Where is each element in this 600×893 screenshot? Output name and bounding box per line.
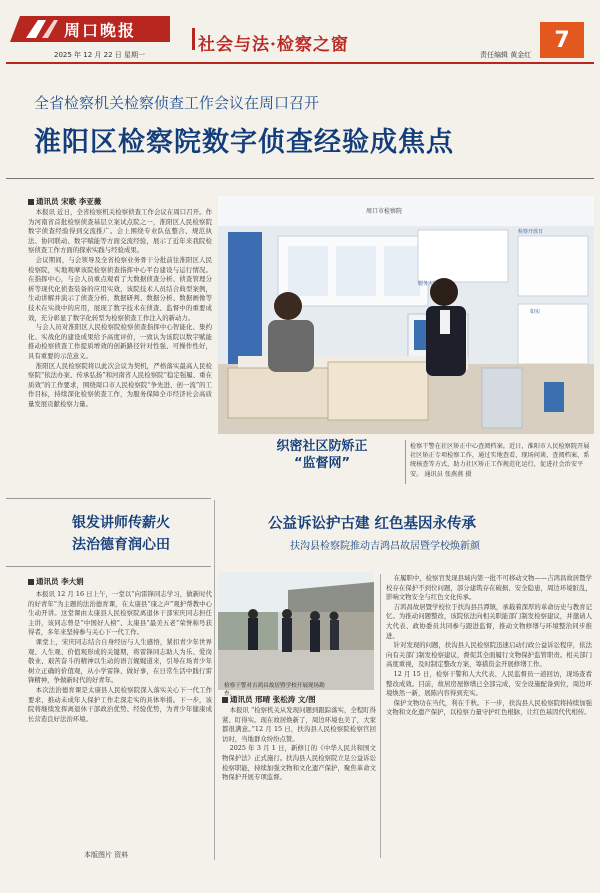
lead-body	[28, 208, 212, 494]
community-correction-photo	[218, 196, 594, 434]
photo-sign-text: 服务大厅	[418, 281, 439, 287]
section-rule	[6, 566, 211, 567]
headline-rule	[6, 178, 594, 179]
story2-byline: 通讯员 李大娟	[28, 576, 84, 587]
lead-byline: 通讯员 宋歌 李亚薇	[28, 196, 101, 207]
column-divider	[380, 574, 381, 858]
story2-headline	[46, 512, 196, 556]
story2-paragraph: 课堂上，宋庆同志结合自身经历与人生感悟，紧扣青少年世界观、人生观、价值观形成的关键期，将雷锋同志助人为乐、爱岗敬业、艰苦奋斗的精神以生动的语言娓娓道来，引导在场青少年树立正确的价值观，从小学雷锋、做好事，在日常生活中践行雷锋精神，争做新时代的好青年。	[28, 637, 212, 685]
byline-square-icon	[28, 579, 34, 585]
story3-paragraph: 本报讯 “检察机关从发现问题到跟踪落实，全程盯得紧、盯得实。现在故居焕新了，周边环境也美了，大家都很满意。”12 月 15 日，扶沟县人民检察院检察官回访时，当地群众纷纷点赞。	[222, 706, 376, 743]
story2-headline-line: 银发讲师传薪火	[72, 515, 170, 531]
story3-subheadline: 扶沟县检察院推动吉鸿昌故居暨学校焕新颜	[290, 541, 480, 552]
masthead-rule	[6, 62, 594, 64]
issue-date: 2025 年 12 月 22 日 星期一	[54, 51, 145, 59]
story2-headline-line: 法治德育润心田	[72, 537, 170, 553]
lead-paragraph: 淮阳区人民检察院将以此次会议为契机，严格落实最高人民检察院“依法办案、传承弘扬”和河南省人民检察院“稳定强履、重在质效”的工作要求，围绕周口市人民检察院“争先进、创一流”的工作目标，持续深化检察侦查工作，为服务保障全市经济社会高质量发展贡献检察力量。	[28, 361, 212, 408]
photo1-title-line: 织密社区防矫正	[276, 439, 368, 454]
column-divider	[214, 500, 215, 860]
story3-paragraph: 吉鸿昌故居暨学校位于扶沟县吕潭镇，承载着深厚的革命历史与教育记忆。为推动问题整改，该院依法向相关职能部门制发检察建议，并邀请人大代表、政协委员共同参与跟进监督，推动文物修缮与环境整治同步推进。	[386, 602, 592, 640]
story3-paragraph: 保护文物功在当代，利在千秋。下一步，扶沟县人民检察院将持续加强文物和文化遗产保护，以检察力量守护红色根脉，让红色基因代代相传。	[386, 698, 592, 717]
byline-square-icon	[28, 199, 34, 205]
residence-scene-illustration	[218, 572, 374, 690]
story3-paragraph: 12 月 15 日，检察干警和人大代表、人民监督员一道回访，现场查看整改成效。目前，故居房屋修缮已全部完成，安全设施配备到位，周边环境焕然一新，展陈内容得到充实。	[386, 669, 592, 698]
story2-paragraph: 本报讯 12 月 16 日上午，一堂以“向雷锋同志学习，做新时代的好青年”为主题的法治德育课，在太康县“康之声”观护帮教中心生动开讲。这堂课由太康县人民检察院离退休干部宋庆同志担任主讲，该同志曾是“中国好人榜”、太康县“最美五老”荣誉称号获得者，多年来坚持参与关心下一代工作。	[28, 590, 212, 637]
story3-byline: 通讯员 邢晴 张松涛 文/图	[222, 694, 316, 705]
editor-credit: 责任编辑 黄金红	[480, 51, 532, 59]
lead-paragraph: 会议期间，与会领导及全省检察业务骨干分批前往淮阳区人民检察院，实地观摩该院检察侦查指挥中心平台建设与运行情况。在指挥中心，与会人员重点观看了大数据侦查分析、侦查管理分析等现代化侦查装备的应用实效，该院技术人员结合典型案例，生动讲解并演示了侦查分析、数据研判、数据分析、数据画像等技术在实战中的应用，展现了数字技术在侦查、监督中的重要成效，充分彰显了数字化转型为检察侦查工作注入的新动力。	[28, 255, 212, 322]
photo1-caption: 检察干警在社区矫正中心查阅档案。近日，淮阳市人民检察院开展社区矫正专项检察工作，通过实地查看、现场问谈、查阅档案、系统核查等方式，助力社区矫正工作规范化运行，促进社会治安平安。 通讯员 张燕燕 摄	[410, 443, 590, 478]
page-number: 7	[540, 22, 584, 58]
photo-sign-text: 如实	[530, 309, 541, 315]
photo-credit-footer: 本版图片 资料	[84, 851, 129, 859]
photo1-title	[244, 438, 400, 488]
logo-text: 周口晚报	[64, 21, 137, 40]
photo1-title-line: “监督网”	[293, 456, 351, 471]
lead-headline: 淮阳区检察院数字侦查经验成焦点	[34, 127, 454, 158]
photo-sign-text: 检察开放日	[518, 229, 544, 235]
byline-square-icon	[222, 697, 228, 703]
story3-headline: 公益诉讼护古建 红色基因永传承	[268, 516, 477, 532]
section-rule	[6, 498, 211, 499]
section-title: 社会与法·检察之窗	[198, 35, 349, 55]
photo-sign-text: 周口市检察院	[366, 208, 403, 215]
lead-paragraph: 与会人员对淮阳区人民检察院检察侦查指挥中心智能化、集约化、实战化的建设成果给予高度评价，一致认为该院以数字赋能推动检察侦查工作提质增效的创新路径针对性强、可操作性好，具有重要的示范意义。	[28, 323, 212, 360]
former-residence-photo	[218, 572, 374, 690]
story2-body	[28, 590, 212, 838]
lead-kicker: 全省检察机关检察侦查工作会议在周口召开	[34, 94, 320, 112]
story3-paragraph: 2025 年 3 月 1 日，新修订的《中华人民共和国文物保护法》正式施行。扶沟县人民检察院立足公益诉讼检察职能，持续加强文物和文化遗产保护，聚焦革命文物保护开展专项监督。	[222, 744, 376, 782]
story3-paragraph: 针对发现的问题，扶沟县人民检察院迅速启动行政公益诉讼程序，依法向有关部门制发检察建议，督促其全面履行文物保护监管职责。相关部门高度重视，及时制定整改方案，筹措资金开展修缮工作。	[386, 641, 592, 669]
story3-body-col1	[222, 706, 376, 854]
masthead	[0, 0, 600, 66]
section-divider	[192, 28, 195, 50]
story3-paragraph: 在履职中，检察官发现县域内第一批不可移动文物——吉鸿昌故居暨学校存在保护不到位问题，部分建筑存在破损、安全隐患，周边环境脏乱，影响文物安全与红色文化传承。	[386, 574, 592, 602]
story2-paragraph: 本次法治德育课是太康县人民检察院深入落实关心下一代工作要求、推动未成年人保护工作走深走实的具体举措。下一步，该院将继续发挥离退休干部政治优势、经验优势，为青少年健康成长营造良好法治环境。	[28, 685, 212, 723]
story3-body-col2	[386, 574, 592, 858]
lead-paragraph: 本报讯 近日，全省检察机关检察侦查工作会议在周口召开。作为河南省首批检察侦查基层立案试点院之一，淮阳区人民检察院数字侦查经验得到交流推广。会上围绕专业队伍整合、规范执法、协同联动、数字赋能等方面交流经验，展示了近年来我院检察侦查工作方面的探索实践与经验成果。	[28, 208, 212, 255]
caption-divider	[405, 440, 406, 484]
photo2-caption: 检察干警对吉鸿昌故居暨学校开展现场勘查。	[224, 683, 325, 697]
